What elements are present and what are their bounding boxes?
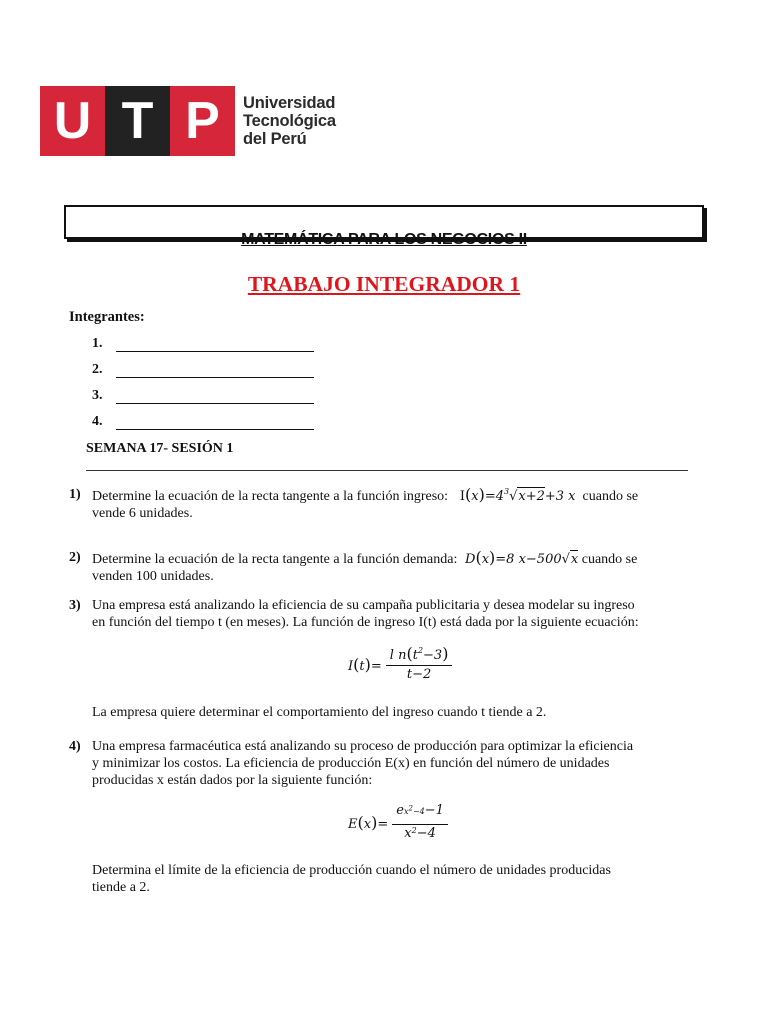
question-text-after-line1: Determina el límite de la eficiencia de producción cuando el número de unidades producidas: [92, 863, 611, 878]
member-blank-line: [116, 363, 314, 378]
member-blank-line: [116, 415, 314, 430]
logo-name-line2: Tecnológica: [243, 112, 336, 130]
question-text: [92, 738, 702, 789]
question-text: [92, 549, 702, 585]
question-text-line1: Una empresa farmacéutica está analizando su proceso de producción para optimizar la eficiencia: [92, 739, 634, 754]
question-number: 4): [69, 739, 81, 754]
question-text-after: cuando se: [582, 489, 639, 504]
question-text-line2: y minimizar los costos. La eficiencia de producción E(x) en función del número de unidades: [92, 756, 610, 771]
fraction: $\frac{l n(t^2-3)}{t-2}$: [386, 645, 453, 684]
member-number: 1.: [92, 336, 103, 351]
formula-efficiency: E(x)= $\frac{e^{x^2-4}-1}{x^2-4}$: [348, 802, 448, 843]
logo-name-line3: del Perú: [243, 130, 307, 148]
member-row: [92, 362, 314, 378]
question-text-line3: producidas x están dados por la siguiente función:: [92, 773, 373, 788]
question-text-line1: Una empresa está analizando la eficiencia de su campaña publicitaria y desea modelar su ingreso: [92, 598, 635, 613]
logo-letter-p: P: [185, 92, 220, 150]
formula-demand: D(x)=8 x−500√x: [460, 548, 579, 567]
logo-university-name: [243, 94, 336, 148]
members-label: Integrantes:: [69, 309, 145, 325]
question-text-line2: en función del tiempo t (en meses). La función de ingreso I(t) está dada por la siguiente ecuación:: [92, 615, 639, 630]
question-text-after: La empresa quiere determinar el comportamiento del ingreso cuando t tiende a 2.: [92, 705, 547, 720]
member-blank-line: [116, 389, 314, 404]
question-text: [92, 597, 702, 631]
question-text: [92, 486, 702, 522]
question-text-after-line2: tiende a 2.: [92, 880, 150, 895]
member-blank-line: [116, 337, 314, 352]
utp-logo: [40, 86, 336, 156]
fraction: $\frac{e^{x^2-4}-1}{x^2-4}$: [392, 802, 448, 843]
page-title: TRABAJO INTEGRADOR 1: [247, 272, 521, 296]
question-text-line2: venden 100 unidades.: [92, 569, 214, 584]
logo-letter-t: T: [121, 92, 154, 150]
logo-box-u: [40, 86, 105, 156]
member-row: [92, 414, 314, 430]
formula-income: $I(x)=4^3√x+2+3$ x: [459, 485, 576, 504]
member-row: [92, 388, 314, 404]
question-text-line2: vende 6 unidades.: [92, 506, 193, 521]
divider: [86, 470, 688, 471]
member-row: [92, 336, 314, 352]
question-number: 2): [69, 550, 81, 565]
member-number: 3.: [92, 388, 103, 403]
question-number: 1): [69, 487, 81, 502]
question-text-after: cuando se: [581, 552, 638, 567]
logo-letter-u: U: [53, 92, 92, 150]
member-number: 2.: [92, 362, 103, 377]
question-text-before: Determine la ecuación de la recta tangente a la función demanda:: [92, 552, 458, 567]
logo-box-t: [105, 86, 170, 156]
question-number: 3): [69, 598, 81, 613]
course-title: MATEMÁTICA PARA LOS NEGOCIOS II: [241, 231, 527, 248]
formula-income-time: I(t)= $\frac{l n(t^2-3)}{t-2}$: [348, 645, 452, 684]
member-number: 4.: [92, 414, 103, 429]
question-text-after: [92, 862, 702, 896]
session-label: SEMANA 17- SESIÓN 1: [86, 441, 234, 456]
question-text-before: Determine la ecuación de la recta tangente a la función ingreso:: [92, 489, 449, 504]
logo-box-p: [170, 86, 235, 156]
logo-name-line1: Universidad: [243, 94, 336, 112]
